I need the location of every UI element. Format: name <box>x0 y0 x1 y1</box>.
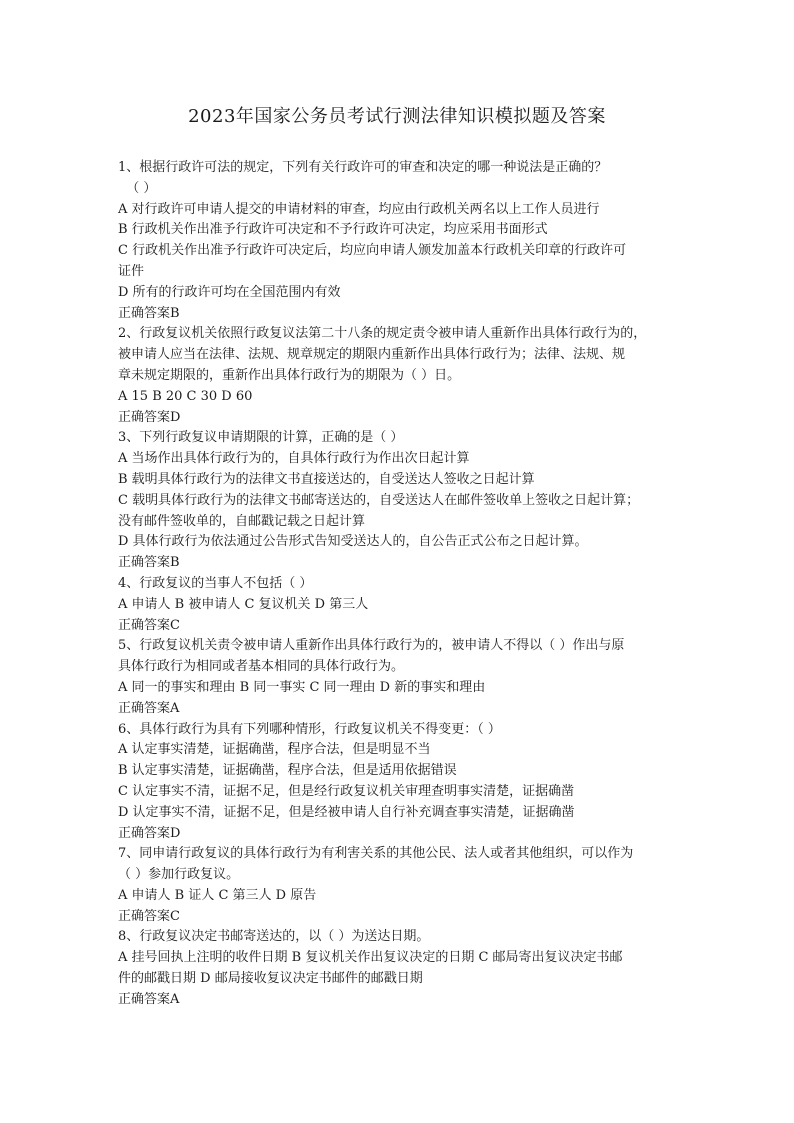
text-line: D 所有的行政许可均在全国范围内有效 <box>118 284 341 300</box>
text-line: 证件 <box>118 263 145 279</box>
text-line: A 申请人 B 被申请人 C 复议机关 D 第三人 <box>118 596 369 612</box>
text-line: 没有邮件签收单的，自邮戳记载之日起计算 <box>118 513 366 529</box>
answer-line: 正确答案C <box>118 908 180 924</box>
text-line: 4、行政复议的当事人不包括（ ） <box>118 575 313 591</box>
text-line: 具体行政行为相同或者基本相同的具体行政行为。 <box>118 659 405 675</box>
text-line: A 同一的事实和理由 B 同一事实 C 同一理由 D 新的事实和理由 <box>118 679 486 695</box>
text-line: A 当场作出具体行政行为的，自具体行政行为作出次日起计算 <box>118 451 470 467</box>
text-line: 7、同申请行政复议的具体行政行为有利害关系的其他公民、法人或者其他组织，可以作为 <box>118 846 634 862</box>
text-line: D 认定事实不清，证据不足，但是经被申请人自行补充调查事实清楚，证据确凿 <box>118 804 575 820</box>
text-line: A 挂号回执上注明的收件日期 B 复议机关作出复议决定的日期 C 邮局寄出复议决定书邮 <box>118 950 623 966</box>
text-line: 1、根据行政许可法的规定，下列有关行政许可的审查和决定的哪一种说法是正确的？ <box>118 160 608 175</box>
text-line: B 载明具体行政行为的法律文书直接送达的，自受送达人签收之日起计算 <box>118 471 535 487</box>
document-body <box>118 158 678 1011</box>
text-line: 6、具体行政行为具有下列哪种情形，行政复议机关不得变更：（ ） <box>118 721 501 737</box>
text-line: A 认定事实清楚，证据确凿，程序合法，但是明显不当 <box>118 742 431 758</box>
answer-line: 正确答案D <box>118 409 181 425</box>
text-line: 件的邮戳日期 D 邮局接收复议决定书邮件的邮戳日期 <box>118 971 423 987</box>
text-line: A 对行政许可申请人提交的申请材料的审查，均应由行政机关两名以上工作人员进行 <box>118 201 600 217</box>
text-line: 8、行政复议决定书邮寄送达的，以（ ）为送达日期。 <box>118 929 430 945</box>
text-line: 3、下列行政复议申请期限的计算，正确的是（ ） <box>118 430 404 446</box>
answer-line: 正确答案A <box>118 991 180 1007</box>
text-line: A 申请人 B 证人 C 第三人 D 原告 <box>118 887 317 903</box>
text-line: B 行政机关作出准予行政许可决定和不予行政许可决定，均应采用书面形式 <box>118 222 548 238</box>
text-line: C 认定事实不清，证据不足，但是经行政复议机关审理查明事实清楚，证据确凿 <box>118 783 575 799</box>
text-line: C 载明具体行政行为的法律文书邮寄送达的，自受送达人在邮件签收单上签收之日起计算； <box>118 492 640 508</box>
text-line: 5、行政复议机关责令被申请人重新作出具体行政行为的，被申请人不得以（ ）作出与原 <box>118 638 625 654</box>
answer-line: 正确答案B <box>118 555 180 571</box>
text-line: C 行政机关作出准予行政许可决定后，均应向申请人颁发加盖本行政机关印章的行政许可 <box>118 243 627 259</box>
document-title: 2023年国家公务员考试行测法律知识模拟题及答案 <box>188 106 606 127</box>
text-line: 2、行政复议机关依照行政复议法第二十八条的规定责令被申请人重新作出具体行政行为的， <box>118 326 647 342</box>
answer-line: 正确答案B <box>118 305 180 321</box>
text-line: （ ） <box>118 180 157 196</box>
text-line: A 15 B 20 C 30 D 60 <box>118 388 253 404</box>
text-line: B 认定事实清楚，证据确凿，程序合法，但是适用依据错误 <box>118 763 457 779</box>
text-line: 章未规定期限的，重新作出具体行政行为的期限为（ ）日。 <box>118 367 461 383</box>
text-line: D 具体行政行为依法通过公告形式告知受送达人的，自公告正式公布之日起计算。 <box>118 534 588 550</box>
text-line: （ ）参加行政复议。 <box>118 867 240 883</box>
answer-line: 正确答案C <box>118 617 180 633</box>
answer-line: 正确答案D <box>118 825 181 841</box>
answer-line: 正确答案A <box>118 700 180 716</box>
text-line: 被申请人应当在法律、法规、规章规定的期限内重新作出具体行政行为；法律、法规、规 <box>118 347 626 363</box>
